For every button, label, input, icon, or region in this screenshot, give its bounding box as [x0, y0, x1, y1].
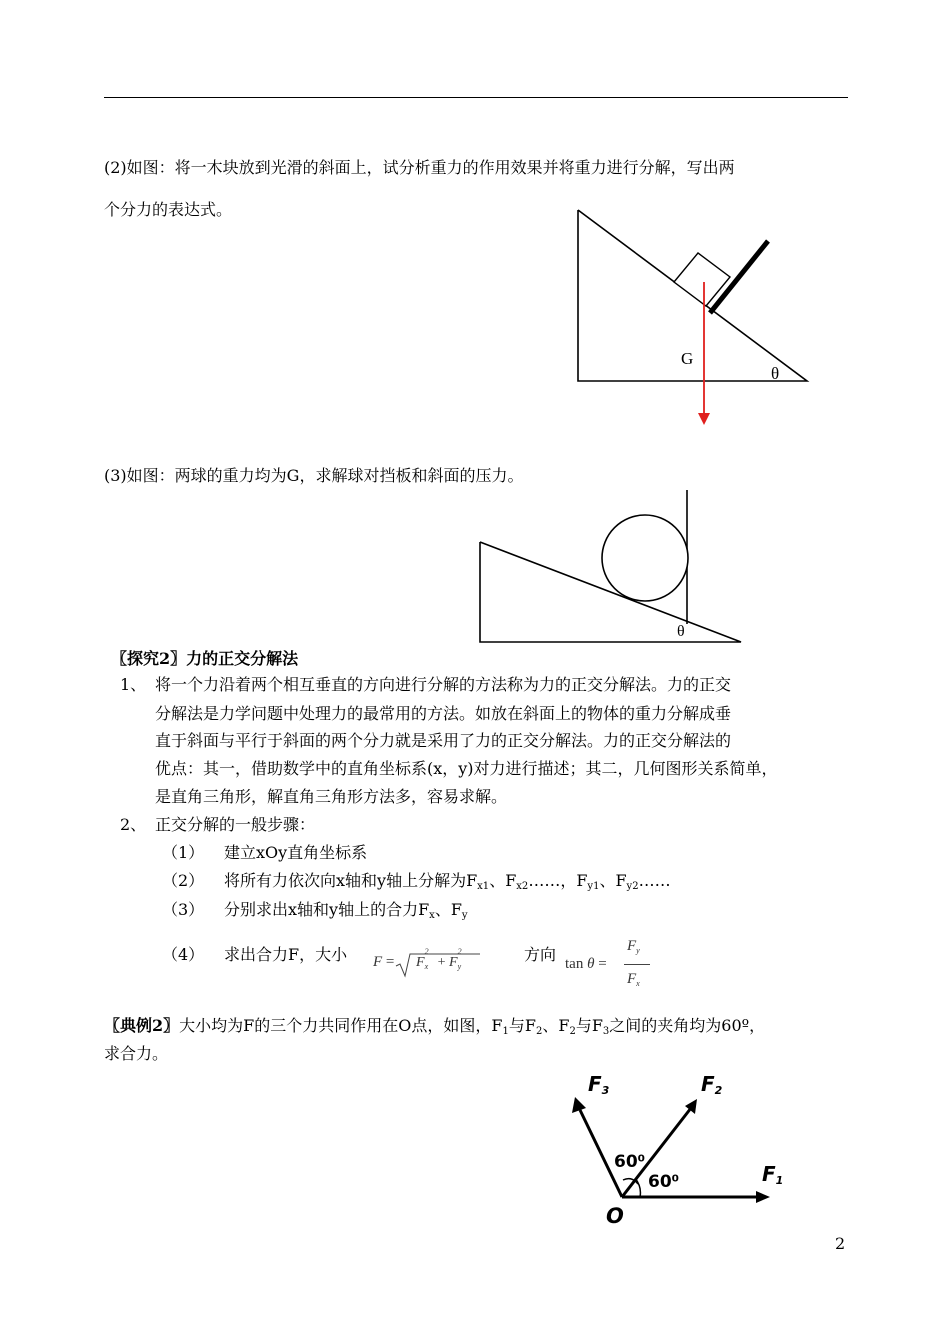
q2-line1: (2)如图：将一木块放到光滑的斜面上，试分析重力的作用效果并将重力进行分解，写出两	[104, 158, 735, 177]
page-number: 2	[835, 1234, 846, 1253]
formula-magnitude-radicand: $F_x$ 2 + $F_y$ 2	[416, 947, 462, 971]
angle-label-lower: 60⁰	[648, 1172, 680, 1192]
origin-label: O	[606, 1204, 624, 1228]
example2-line1: 〖典例2〗大小均为F的三个力共同作用在O点，如图，$F_1$与$F_2$、$F_2$与$F_3$之间的夹角均为60º，	[104, 1016, 766, 1037]
step4-direction-label: 方向	[524, 945, 557, 964]
item1-number: 1、	[120, 675, 147, 694]
item2-text: 正交分解的一般步骤：	[155, 815, 316, 834]
item1-line-2: 分解法是力学问题中处理力的最常用的方法。如放在斜面上的物体的重力分解成垂	[155, 704, 732, 723]
q2-line2: 个分力的表达式。	[104, 200, 233, 219]
step4-number: （4）	[162, 945, 205, 964]
ball	[602, 515, 688, 601]
item1-line-5: 是直角三角形，解直角三角形方法多，容易求解。	[155, 787, 508, 806]
step2-text: 将所有力依次向x轴和y轴上分解为$F_{x1}$、$F_{x2}\dots\dots$，$F_{y1}$、$F_{y2}\dots\dots$	[224, 871, 671, 892]
item1-line-4: 优点：其一，借助数学中的直角坐标系(x，y)对力进行描述；其二，几何图形关系简单，	[155, 759, 778, 778]
item1-line-3: 直于斜面与平行于斜面的两个分力就是采用了力的正交分解法。力的正交分解法的	[155, 731, 732, 750]
step2-number: （2）	[162, 871, 205, 890]
f2-label: $F_2$	[701, 1072, 723, 1097]
g-label: G	[681, 349, 694, 368]
example2-line2: 求合力。	[104, 1044, 169, 1063]
header-rule	[104, 97, 848, 98]
step3-number: （3）	[162, 900, 205, 919]
f1-label: $F_1$	[762, 1162, 784, 1187]
theta-label-fig2: θ	[677, 623, 685, 640]
item1-line-1: 将一个力沿着两个相互垂直的方向进行分解的方法称为力的正交分解法。力的正交	[155, 675, 732, 694]
figure-ball-incline	[475, 485, 750, 650]
formula-direction: tan θ =	[565, 956, 607, 972]
step1-text: 建立xOy直角坐标系	[224, 843, 368, 862]
explore2-title: 〖探究2〗力的正交分解法	[111, 649, 299, 668]
step4-text: 求出合力F，大小	[224, 945, 348, 964]
step3-text: 分别求出x轴和y轴上的合力$F_x$、$F_y$	[224, 900, 468, 921]
fraction-bar	[624, 964, 650, 965]
figure-block-incline	[570, 205, 820, 430]
q3-text: (3)如图：两球的重力均为G，求解球对挡板和斜面的压力。	[104, 466, 524, 485]
f3-label: $F_3$	[588, 1072, 610, 1097]
formula-magnitude: F =	[373, 954, 395, 970]
gravity-arrow-head	[698, 413, 710, 425]
formula-direction-denominator: $F_x$	[627, 971, 640, 988]
theta-label-fig1: θ	[771, 364, 780, 383]
formula-direction-numerator: $F_y$	[627, 938, 640, 955]
step1-number: （1）	[162, 843, 205, 862]
item2-number: 2、	[120, 815, 147, 834]
f1-arrow-head	[756, 1191, 770, 1203]
angle-label-upper: 60⁰	[614, 1152, 646, 1172]
